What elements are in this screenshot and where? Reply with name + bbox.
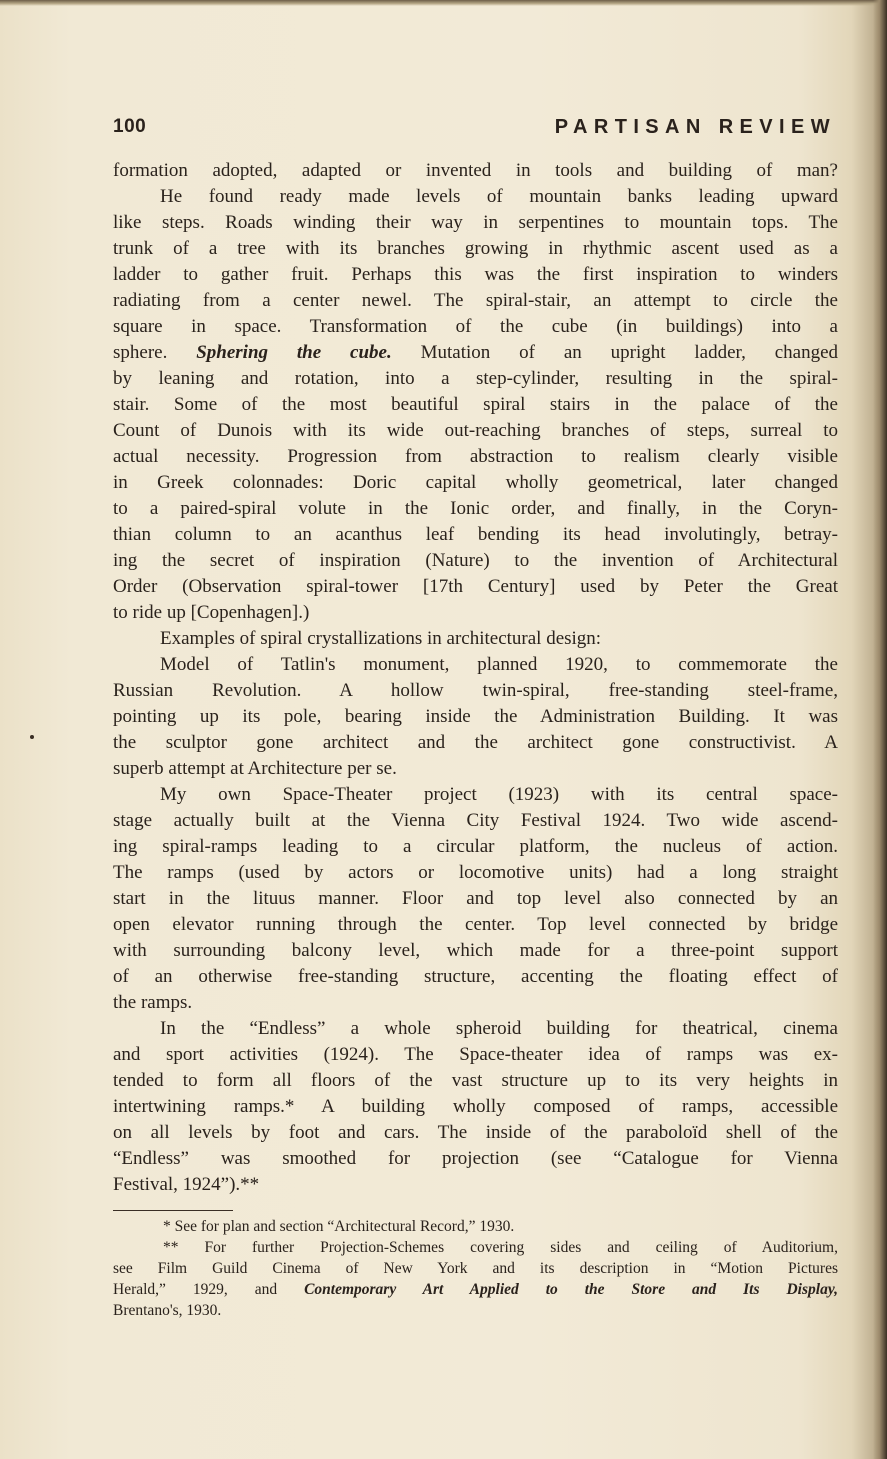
text-line [113,860,838,886]
footnote-line [113,1237,838,1258]
text-line [113,262,838,288]
text-run: radiating from a center newel. The spiral-stair, an attempt to circle the [113,290,838,311]
text-line [113,392,838,418]
text-line [113,184,838,210]
text-run: ** For further Projection-Schemes covering sides and ceiling of Auditorium, [163,1239,838,1256]
journal-title: PARTISAN REVIEW [554,116,836,138]
text-line [113,964,838,990]
text-run: and sport activities (1924). The Space-theater idea of ramps was ex- [113,1044,838,1065]
text-line [113,236,838,262]
text-run: see Film Guild Cinema of New York and its description in “Motion Pictures [113,1260,838,1277]
text-line [113,418,838,444]
ink-speck [30,735,34,739]
text-line [113,912,838,938]
text-line [113,938,838,964]
text-run: by leaning and rotation, into a step-cylinder, resulting in the spiral- [113,368,838,389]
text-line [113,288,838,314]
text-run: The ramps (used by actors or locomotive units) had a long straight [113,862,838,883]
footnotes [113,1216,838,1321]
text-line [113,652,838,678]
text-run: like steps. Roads winding their way in serpentines to mountain tops. The [113,212,838,233]
footnote-line [113,1279,838,1300]
text-line [113,158,838,184]
text-line [113,886,838,912]
page-gutter-shadow [873,0,887,1459]
text-run: Model of Tatlin's monument, planned 1920, to commemorate the [160,654,838,675]
text-run: Herald,” 1929, and [113,1281,305,1298]
text-line [113,522,838,548]
text-line [113,808,838,834]
text-run: ladder to gather fruit. Perhaps this was the first inspiration to winders [113,264,838,285]
text-run: ing the secret of inspiration (Nature) to the invention of Architectural [113,550,838,571]
text-run: open elevator running through the center. Top level connected by bridge [113,914,838,935]
text-run: “Endless” was smoothed for projection (see “Catalogue for Vienna [113,1148,838,1169]
text-run: pointing up its pole, bearing inside the Administration Building. It was [113,706,838,727]
text-line [113,1094,838,1120]
text-run: square in space. Transformation of the cube (in buildings) into a [113,316,838,337]
text-run: start in the lituus manner. Floor and top level also connected by an [113,888,838,909]
text-run: Mutation of an upright ladder, changed [391,342,839,363]
text-line [113,366,838,392]
text-line [113,1146,838,1172]
text-line [113,210,838,236]
text-run: Brentano's, 1930. [113,1302,222,1319]
text-run: formation adopted, adapted or invented in tools and building of man? [113,160,838,181]
text-run: in Greek colonnades: Doric capital wholly geometrical, later changed [113,472,838,493]
page-top-edge [0,0,887,6]
text-line [113,1016,838,1042]
text-run: In the “Endless” a whole spheroid building for theatrical, cinema [160,1018,838,1039]
text-run: Count of Dunois with its wide out-reaching branches of steps, surreal to [113,420,838,441]
text-line [113,470,838,496]
text-line [113,626,838,652]
footnote-line [113,1258,838,1279]
text-run: to a paired-spiral volute in the Ionic order, and finally, in the Coryn- [113,498,838,519]
text-line [113,1042,838,1068]
text-line [113,782,838,808]
text-line [113,548,838,574]
text-run: on all levels by foot and cars. The inside of the paraboloïd shell of the [113,1122,838,1143]
text-run: ing spiral-ramps leading to a circular platform, the nucleus of action. [113,836,838,857]
text-run: Festival, 1924”).** [113,1174,260,1195]
text-run: stage actually built at the Vienna City Festival 1924. Two wide ascend- [113,810,838,831]
text-run: superb attempt at Architecture per se. [113,758,397,779]
italic-text: Sphering the cube. [196,342,392,363]
text-run: with surrounding balcony level, which made for a three-point support [113,940,838,961]
text-line [113,314,838,340]
text-line [113,756,838,782]
text-line [113,340,838,366]
running-head [113,116,836,146]
text-run: My own Space-Theater project (1923) with its central space- [160,784,838,805]
text-run: the sculptor gone architect and the architect gone constructivist. A [113,732,838,753]
page-number: 100 [113,116,147,137]
text-run: Order (Observation spiral-tower [17th Century] used by Peter the Great [113,576,838,597]
text-run: the ramps. [113,992,193,1013]
body-text [113,158,838,1198]
text-run: * See for plan and section “Architectural Record,” 1930. [163,1218,515,1235]
text-run: stair. Some of the most beautiful spiral stairs in the palace of the [113,394,838,415]
text-run: sphere. [113,342,197,363]
text-run: actual necessity. Progression from abstraction to realism clearly visible [113,446,838,467]
text-run: of an otherwise free-standing structure, accenting the floating effect of [113,966,838,987]
text-line [113,600,838,626]
text-run: to ride up [Copenhagen].) [113,602,310,623]
text-run: intertwining ramps.* A building wholly composed of ramps, accessible [113,1096,838,1117]
text-line [113,1120,838,1146]
text-run: tended to form all floors of the vast structure up to its very heights in [113,1070,838,1091]
text-run: Russian Revolution. A hollow twin-spiral, free-standing steel-frame, [113,680,838,701]
italic-text: Contemporary Art Applied to the Store and Its Display, [304,1281,838,1298]
text-line [113,704,838,730]
text-run: trunk of a tree with its branches growing in rhythmic ascent used as a [113,238,838,259]
footnote-rule [113,1210,233,1211]
text-line [113,574,838,600]
text-line [113,678,838,704]
text-line [113,730,838,756]
text-line [113,444,838,470]
text-line [113,1172,838,1198]
text-line [113,496,838,522]
footnote-line [113,1216,838,1237]
text-run: thian column to an acanthus leaf bending its head involutingly, betray- [113,524,838,545]
text-line [113,834,838,860]
text-run: He found ready made levels of mountain banks leading upward [160,186,838,207]
text-line [113,990,838,1016]
text-line [113,1068,838,1094]
footnote-line [113,1300,838,1321]
text-run: Examples of spiral crystallizations in architectural design: [160,628,602,649]
